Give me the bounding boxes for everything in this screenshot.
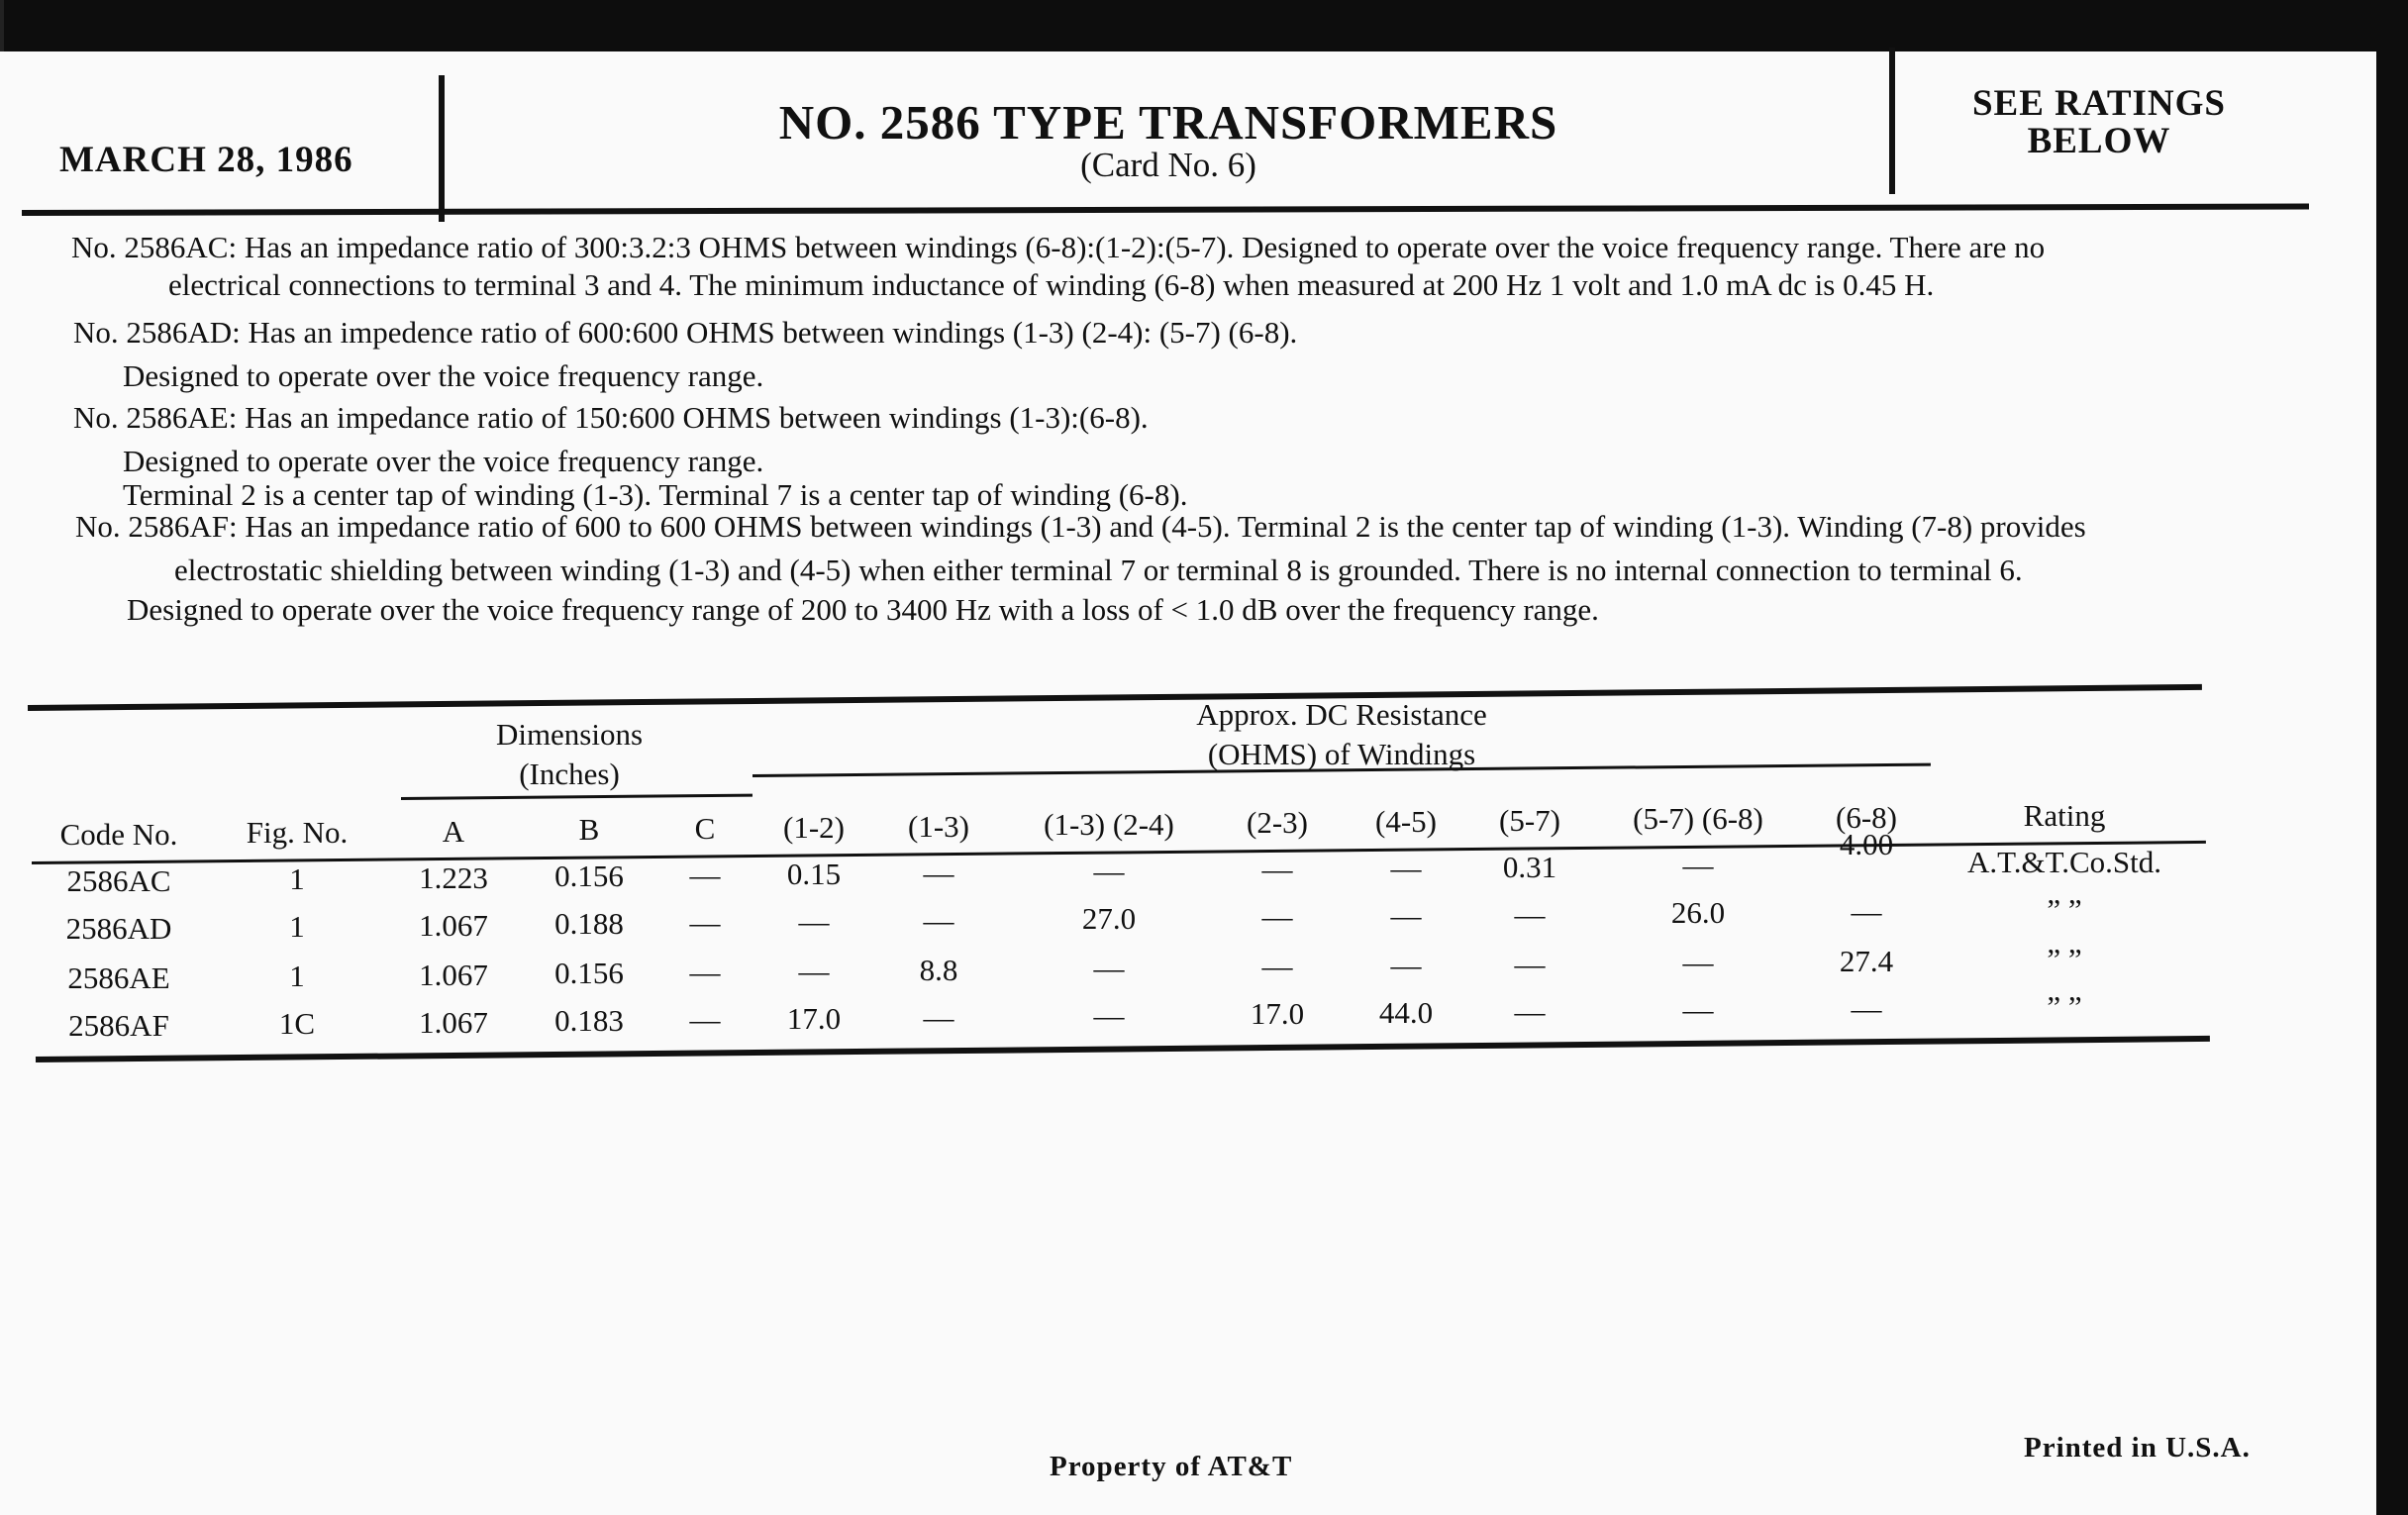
table-cell-res-1-2: 17.0 bbox=[786, 1001, 842, 1036]
table-cell-res-2-3: 17.0 bbox=[1250, 996, 1305, 1031]
header-divider-left bbox=[439, 75, 445, 222]
dimensions-group-header bbox=[496, 715, 643, 794]
table-cell-res-2-3: — bbox=[1261, 949, 1293, 983]
card-number: (Card No. 6) bbox=[1080, 146, 1256, 184]
table-cell-res-1-3-2-4: — bbox=[1093, 854, 1125, 888]
table-cell-fig-no: 1 bbox=[289, 959, 305, 993]
table-cell-res-1-3: — bbox=[923, 856, 954, 890]
property-notice: Property of AT&T bbox=[1050, 1451, 1293, 1482]
table-cell-code-no: 2586AF bbox=[68, 1008, 169, 1043]
table-cell-res-6-8: 27.4 bbox=[1839, 944, 1894, 978]
table-cell-res-5-7-6-8: — bbox=[1682, 945, 1714, 979]
column-header-res-4-5: (4-5) bbox=[1375, 804, 1437, 839]
table-cell-res-6-8: 4.00 bbox=[1839, 827, 1894, 861]
table-cell-res-5-7-6-8: — bbox=[1682, 848, 1714, 882]
column-header-res-5-7-6-8: (5-7) (6-8) bbox=[1633, 801, 1763, 836]
table-cell-res-4-5: — bbox=[1390, 898, 1422, 933]
table-cell-res-1-2: 0.15 bbox=[786, 857, 842, 891]
desc-2586af-line1: No. 2586AF: Has an impedance ratio of 600 to 600 OHMS between windings (1-3) and (4-5). Terminal 2 is the center tap of winding (1-3). Winding (7-8) provides bbox=[75, 509, 2086, 544]
table-cell-rating: A.T.&T.Co.Std. bbox=[1966, 845, 2162, 879]
page-title: NO. 2586 TYPE TRANSFORMERS bbox=[778, 95, 1558, 150]
table-cell-dim-c: — bbox=[689, 955, 721, 989]
see-ratings-note bbox=[1921, 85, 2277, 160]
table-cell-res-5-7: 0.31 bbox=[1502, 850, 1557, 884]
table-cell-code-no: 2586AD bbox=[65, 911, 172, 946]
table-cell-rating: ” ” bbox=[2047, 892, 2082, 927]
table-cell-dim-a: 1.067 bbox=[419, 958, 488, 992]
table-cell-res-1-3: — bbox=[923, 1000, 954, 1035]
scan-border-right bbox=[2376, 0, 2408, 1515]
desc-2586ad-line2: Designed to operate over the voice frequency range. bbox=[123, 358, 764, 393]
table-cell-dim-c: — bbox=[689, 858, 721, 892]
column-header-res-1-3-2-4: (1-3) (2-4) bbox=[1044, 807, 1174, 842]
table-cell-fig-no: 1 bbox=[289, 909, 305, 944]
column-header-fig-no: Fig. No. bbox=[246, 815, 349, 850]
table-cell-dim-a: 1.067 bbox=[419, 908, 488, 943]
desc-2586ac-line2: electrical connections to terminal 3 and 4. The minimum inductance of winding (6-8) when measured at 200 Hz 1 volt and 1.0 mA dc is 0.45 H. bbox=[168, 267, 1935, 302]
desc-2586ae-line1: No. 2586AE: Has an impedance ratio of 150:600 OHMS between windings (1-3):(6-8). bbox=[73, 400, 1149, 435]
table-cell-dim-a: 1.223 bbox=[419, 860, 488, 895]
desc-2586ad-line1: No. 2586AD: Has an impedence ratio of 600:600 OHMS between windings (1-3) (2-4): (5-7) (6-8). bbox=[73, 315, 1298, 350]
table-cell-dim-c: — bbox=[689, 905, 721, 940]
table-cell-code-no: 2586AE bbox=[67, 960, 170, 995]
desc-2586ae-line2: Designed to operate over the voice frequency range. bbox=[123, 444, 764, 478]
table-cell-fig-no: 1 bbox=[289, 861, 305, 896]
desc-2586ac-line1: No. 2586AC: Has an impedance ratio of 300:3.2:3 OHMS between windings (6-8):(1-2):(5-7). Designed to operate over the voice frequency range. There are no bbox=[71, 230, 2046, 264]
resistance-group-unit: (OHMS) of Windings bbox=[1207, 737, 1476, 771]
card-date: MARCH 28, 1986 bbox=[59, 140, 353, 180]
table-cell-res-4-5: 44.0 bbox=[1378, 995, 1434, 1030]
table-cell-dim-b: 0.188 bbox=[554, 906, 624, 941]
table-cell-res-5-7-6-8: — bbox=[1682, 992, 1714, 1027]
table-cell-res-1-3: 8.8 bbox=[919, 953, 958, 987]
table-cell-rating: ” ” bbox=[2047, 942, 2082, 976]
header-divider-right bbox=[1889, 48, 1895, 194]
table-cell-res-4-5: — bbox=[1390, 851, 1422, 885]
column-header-dim-a: A bbox=[442, 814, 465, 849]
table-cell-dim-b: 0.156 bbox=[554, 858, 624, 893]
column-header-dim-b: B bbox=[578, 812, 600, 847]
table-cell-res-1-3-2-4: — bbox=[1093, 998, 1125, 1033]
resistance-group-label: Approx. DC Resistance bbox=[1196, 697, 1487, 732]
dimensions-group-label: Dimensions bbox=[495, 717, 644, 752]
column-header-res-1-2: (1-2) bbox=[783, 810, 845, 845]
table-cell-res-5-7: — bbox=[1514, 897, 1546, 932]
table-cell-dim-b: 0.183 bbox=[554, 1003, 624, 1038]
column-header-res-5-7: (5-7) bbox=[1499, 803, 1560, 838]
column-header-rating: Rating bbox=[2023, 798, 2106, 833]
table-cell-res-5-7-6-8: 26.0 bbox=[1670, 895, 1726, 930]
scan-border-top bbox=[0, 0, 2408, 51]
table-cell-dim-b: 0.156 bbox=[554, 956, 624, 990]
table-cell-res-1-3-2-4: 27.0 bbox=[1081, 901, 1137, 936]
resistance-group-header bbox=[1196, 695, 1487, 774]
column-header-dim-c: C bbox=[694, 811, 716, 846]
see-ratings-line2: BELOW bbox=[2027, 121, 2171, 161]
desc-2586af-line3: Designed to operate over the voice frequency range of 200 to 3400 Hz with a loss of < 1.0 dB over the frequency range. bbox=[127, 592, 1599, 627]
table-cell-dim-c: — bbox=[689, 1002, 721, 1037]
table-cell-res-1-2: — bbox=[798, 954, 830, 988]
desc-2586ae-line3: Terminal 2 is a center tap of winding (1-3). Terminal 7 is a center tap of winding (6-8). bbox=[123, 477, 1188, 512]
column-header-res-1-3: (1-3) bbox=[908, 809, 969, 844]
table-cell-res-6-8: — bbox=[1851, 894, 1882, 929]
desc-2586af-line2: electrostatic shielding between winding (1-3) and (4-5) when either terminal 7 or terminal 8 is grounded. There is no internal connection to terminal 6. bbox=[174, 553, 2023, 587]
table-cell-res-5-7: — bbox=[1514, 947, 1546, 981]
table-cell-res-1-3: — bbox=[923, 903, 954, 938]
table-cell-rating: ” ” bbox=[2047, 989, 2082, 1024]
table-cell-code-no: 2586AC bbox=[66, 863, 171, 898]
column-header-res-2-3: (2-3) bbox=[1247, 805, 1308, 840]
dimensions-group-unit: (Inches) bbox=[519, 757, 620, 791]
see-ratings-line1: SEE RATINGS bbox=[1971, 83, 2227, 124]
table-cell-fig-no: 1C bbox=[278, 1006, 316, 1041]
table-cell-dim-a: 1.067 bbox=[419, 1005, 488, 1040]
table-cell-res-1-2: — bbox=[798, 904, 830, 939]
column-header-code-no: Code No. bbox=[59, 817, 178, 852]
table-cell-res-5-7: — bbox=[1514, 994, 1546, 1029]
column-header-res-6-8: (6-8) bbox=[1836, 800, 1897, 835]
table-cell-res-6-8: — bbox=[1851, 991, 1882, 1026]
table-cell-res-4-5: — bbox=[1390, 948, 1422, 982]
table-cell-res-2-3: — bbox=[1261, 852, 1293, 886]
table-cell-res-1-3-2-4: — bbox=[1093, 951, 1125, 985]
printed-notice: Printed in U.S.A. bbox=[2024, 1432, 2251, 1464]
table-cell-res-2-3: — bbox=[1261, 899, 1293, 934]
